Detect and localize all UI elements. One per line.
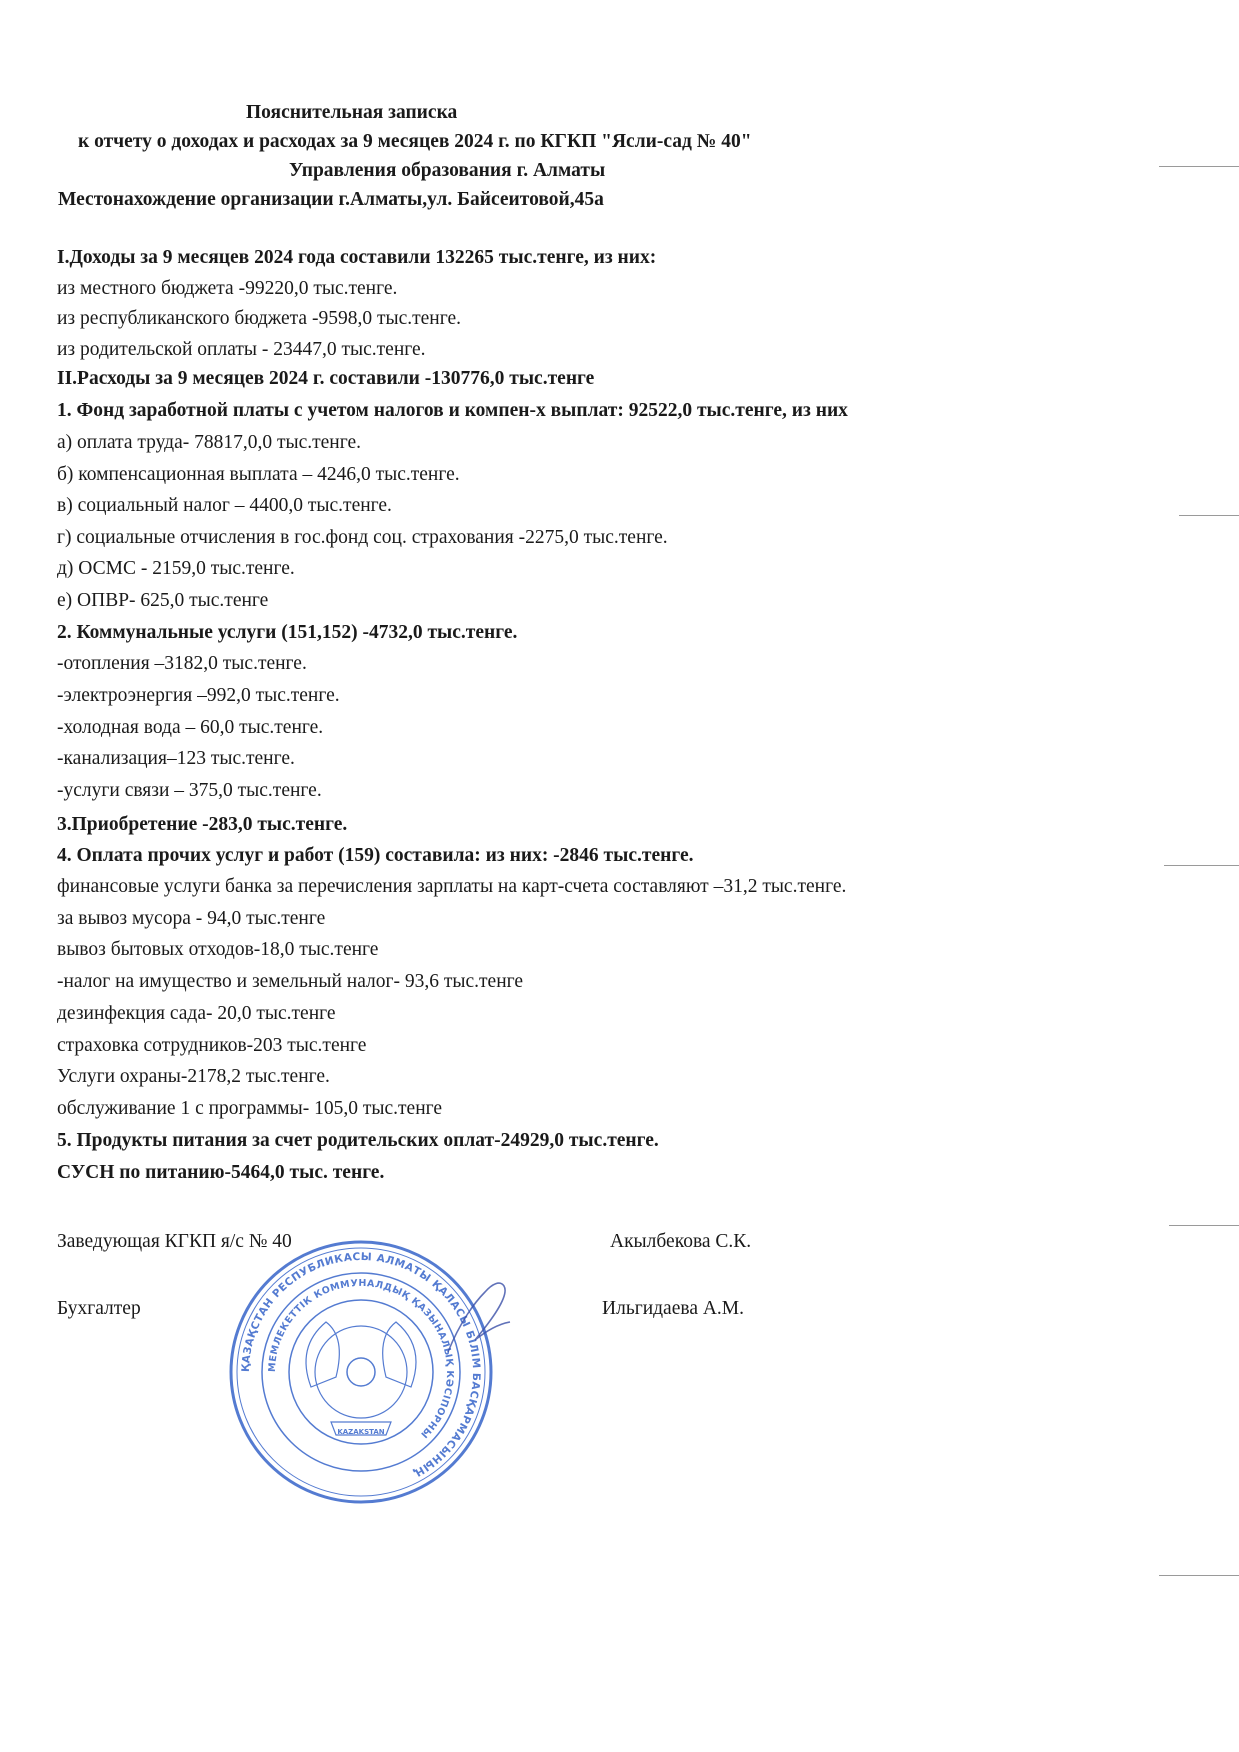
other-services-item: Услуги охраны-2178,2 тыс.тенге. [57, 1066, 330, 1087]
accountant-name: Ильгидаева А.М. [602, 1298, 745, 1319]
svg-text:МЕМЛЕКЕТТІК КОММУНАЛДЫҚ ҚАЗЫНА [267, 1278, 455, 1440]
income-item: из родительской оплаты - 23447,0 тыс.тенге. [57, 339, 426, 360]
other-services-item: страховка сотрудников-203 тыс.тенге [57, 1035, 367, 1056]
other-services-item: обслуживание 1 с программы- 105,0 тыс.тенге [57, 1098, 443, 1119]
payroll-item: е) ОПВР- 625,0 тыс.тенге [57, 590, 269, 611]
utilities-heading: 2. Коммунальные услуги (151,152) -4732,0 тыс.тенге. [57, 622, 518, 643]
income-item: из республиканского бюджета -9598,0 тыс.тенге. [57, 308, 461, 329]
other-services-item: финансовые услуги банка за перечисления зарплаты на карт-счета составляют –31,2 тыс.тенге. [57, 876, 847, 897]
utilities-item: -электроэнергия –992,0 тыс.тенге. [57, 685, 340, 706]
scan-edge-mark [1159, 166, 1239, 167]
department-name: Управления образования г. Алматы [289, 160, 606, 181]
income-item: из местного бюджета -99220,0 тыс.тенге. [57, 278, 398, 299]
payroll-item: в) социальный налог – 4400,0 тыс.тенге. [57, 495, 392, 516]
stamp-inner-text: МЕМЛЕКЕТТІК КОММУНАЛДЫҚ ҚАЗЫНАЛЫҚ КӘСІПОРНЫ [266, 1277, 456, 1441]
payroll-item: б) компенсационная выплата – 4246,0 тыс.тенге. [57, 464, 460, 485]
accountant-role: Бухгалтер [57, 1298, 141, 1319]
scan-edge-mark [1159, 1575, 1239, 1576]
purchase-heading: 3.Приобретение -283,0 тыс.тенге. [57, 814, 348, 835]
stamp-outer-text: ҚАЗАҚСТАН РЕСПУБЛИКАСЫ АЛМАТЫ ҚАЛАСЫ БІЛІМ БАСҚАРМАСЫНЫҢ [239, 1250, 483, 1480]
scan-edge-mark [1169, 1225, 1239, 1226]
document-title: Пояснительная записка [246, 102, 458, 123]
food-heading: 5. Продукты питания за счет родительских оплат-24929,0 тыс.тенге. [57, 1130, 659, 1151]
other-services-item: вывоз бытовых отходов-18,0 тыс.тенге [57, 939, 379, 960]
handwritten-signature [430, 1262, 530, 1372]
scan-edge-mark [1179, 515, 1239, 516]
utilities-item: -услуги связи – 375,0 тыс.тенге. [57, 780, 322, 801]
utilities-item: -канализация–123 тыс.тенге. [57, 748, 295, 769]
stamp-center-text: KAZAKSTAN [337, 1428, 385, 1436]
utilities-item: -холодная вода – 60,0 тыс.тенге. [57, 717, 324, 738]
utilities-item: -отопления –3182,0 тыс.тенге. [57, 653, 307, 674]
scan-edge-mark [1164, 865, 1239, 866]
organization-location: Местонахождение организации г.Алматы,ул. Байсеитовой,45а [58, 189, 604, 210]
susn-line: СУСН по питанию-5464,0 тыс. тенге. [57, 1162, 385, 1183]
other-services-item: дезинфекция сада- 20,0 тыс.тенге [57, 1003, 336, 1024]
payroll-heading: 1. Фонд заработной платы с учетом налогов и компен-х выплат: 92522,0 тыс.тенге, из них [57, 400, 848, 421]
expenses-heading: II.Расходы за 9 месяцев 2024 г. составили -130776,0 тыс.тенге [57, 368, 595, 389]
payroll-item: д) ОСМС - 2159,0 тыс.тенге. [57, 558, 295, 579]
payroll-item: г) социальные отчисления в гос.фонд соц. страхования -2275,0 тыс.тенге. [57, 527, 668, 548]
other-services-heading: 4. Оплата прочих услуг и работ (159) составила: из них: -2846 тыс.тенге. [57, 845, 694, 866]
director-role: Заведующая КГКП я/с № 40 [57, 1231, 292, 1252]
income-heading: I.Доходы за 9 месяцев 2024 года составили 132265 тыс.тенге, из них: [57, 247, 657, 268]
document-subtitle: к отчету о доходах и расходах за 9 месяцев 2024 г. по КГКП "Ясли-сад № 40" [78, 131, 752, 152]
other-services-item: -налог на имущество и земельный налог- 93,6 тыс.тенге [57, 971, 524, 992]
other-services-item: за вывоз мусора - 94,0 тыс.тенге [57, 908, 326, 929]
director-name: Акылбекова С.К. [610, 1231, 752, 1252]
payroll-item: а) оплата труда- 78817,0,0 тыс.тенге. [57, 432, 362, 453]
